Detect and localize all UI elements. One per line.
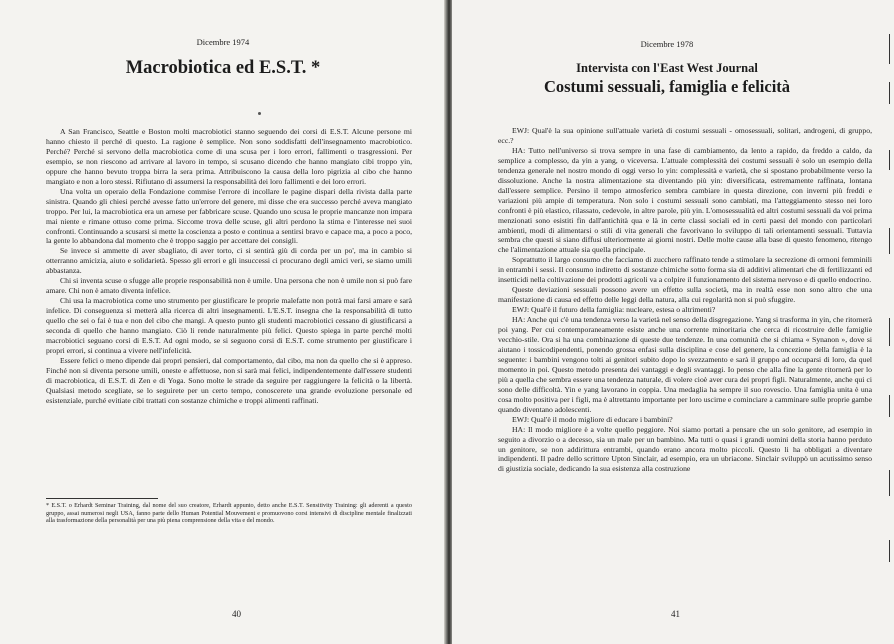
right-paragraph: Queste deviazioni sessuali possono avere un effetto sulla società, ma in realtà esse non sono altro che una manifestazione di causa ed effetto delle leggi della natura, alla cui regolarità non si può sfuggire. bbox=[498, 285, 872, 305]
right-paragraph: EWJ: Qual'è il modo migliore di educare i bambini? bbox=[512, 414, 673, 424]
edge-mark bbox=[889, 395, 890, 417]
edge-mark bbox=[889, 540, 890, 562]
right-page-date: Dicembre 1978 bbox=[640, 39, 694, 49]
right-article-title: Costumi sessuali, famiglia e felicità bbox=[543, 77, 791, 96]
edge-mark bbox=[889, 470, 890, 496]
left-page-speck bbox=[258, 112, 261, 115]
right-paragraph: Soprattutto il largo consumo che facciamo di zucchero raffinato tende a stimolare la secrezione di ormoni femminili in entrambi i sessi. Il consumo indiretto di sostanze chimiche sotto forma sia di additivi alimentari che di fertilizzanti ed insetticidi nella coltivazione dei prodotti agricoli va a colpire il funzionamento del sistema nervoso e di quello endocrino. bbox=[498, 255, 872, 285]
footnote-rule bbox=[46, 498, 158, 499]
left-article-body bbox=[46, 127, 412, 406]
left-paragraph: Una volta un operaio della Fondazione commise l'errore di incollare le pagine dispari della rivista dalla parte sinistra. Quando gli chiesi perché avesse fatto un'errore del genere, mi disse che era successo perché aveva mangiato troppo. Per lui, la macrobiotica era un arnese per fabbricare scuse. Quando uno scusa le proprie mancanze non impara mai niente e rimane ottuso come prima. Siccome trova delle scuse, gli altri perdono la stima e l'interesse nei suoi confronti. Continuando a scusarsi si mette la coscienza a posto e continua a sentirsi bravo e capace ma, a poco a poco, la gente lo abbandona dal momento che è troppo saggio per accettare dei consigli. bbox=[46, 186, 412, 246]
right-paragraph: HA: Tutto nell'universo si trova sempre in una fase di cambiamento, da lento a rapido, da freddo a caldo, da semplice a complesso, da yin a yang, o viceversa. L'attuale complessità dei costumi sessuali è solo un esempio della tendenza generale nel nostro mondo di oggi verso lo yin: complessità e varietà, che si spostano probabilmente verso la dissoluzione. Anche la nostra alimentazione sta diventando più yin: diversificata, estremamente raffinata, lontana dall'essere semplice. Persino il tempo atmosferico sembra cambiare in questa direzione, con inverni più freddi e variazioni più ampie di temperatura. Non solo i costumi sessuali sono cambiati, ma l'atteggiamento stesso nei loro confronti è più elastico, rilassato, cedevole, in altre parole, più yin. L'omosessualità ed altri costumi sessuali da voi prima menzionati sono esistiti fin dall'antichità qua e là in certe classi sociali ed in certi paesi del mondo con particolari ambienti, modi di alimentarsi o stili di vita generali che favorivano lo sviluppo di tali orientamenti sessuali. Tuttavia sembra che questi si siano diffusi ulteriormente ai giorni nostri. Delle molte cause alla base di questo fenomeno, ritengo che l'alimentazione attuale sia quella principale. bbox=[498, 145, 872, 255]
left-paragraph: Essere felici o meno dipende dai propri pensieri, dal comportamento, dal cibo, ma non da quello che si è appreso. Finché non si diventa persone umili, oneste e affettuose, non si sarà mai felici, indipendentemente dall'essere studenti di macrobiotica, di E.S.T. di Zen e di Yoga. Sono molte le strade da seguire per raggiungere la felicità o la libertà. Qualsiasi metodo scegliate, se lo seguirete per un certo tempo, conoscerete una grande evoluzione personale ed esistenziale, purché evitiate cibi trattati con sostanze chimiche e troppi alimenti raffinati. bbox=[46, 355, 412, 405]
edge-mark bbox=[889, 228, 890, 254]
left-page-date: Dicembre 1974 bbox=[196, 37, 250, 47]
right-article-body bbox=[498, 126, 872, 474]
right-paragraph: EWJ: Qual'è la sua opinione sull'attuale varietà di costumi sessuali - omosessuali, solitari, androgeni, di gruppo, ecc.? bbox=[498, 126, 872, 145]
right-paragraph: HA: Il modo migliore è a volte quello peggiore. Noi siamo portati a pensare che un solo genitore, ad esempio in seguito a divorzio o a decesso, sia un male per un bambino. Ma tutti o quasi i grandi uomini della storia hanno perduto un genitore, se non addirittura entrambi, quando erano ancora molto piccoli. Questo li ha obbligati a diventare indipendenti. Il padre dello scrittore Upton Sinclair, ad esempio, era un ubriacone. Sinclair sviluppò un acutissimo senso di giustizia sociale, dedicando la sua esistenza alla costruzione bbox=[498, 424, 872, 474]
right-paragraph: HA: Anche qui c'è una tendenza verso la varietà nel senso della disgregazione. Yang si trasforma in yin, che ritornerà poi yang. Per cui contemporaneamente esiste anche una corrente minoritaria che cerca di ricostruire delle famiglie vecchio-stile. Ora si ha una combinazione di queste due tendenze. In una comunità che si chiama « Synanon », dove si aiutano i tossicodipendenti, ponendo grossa enfasi sulla disciplina e cose del genere, la concezione della famiglia è la seguente: i bambini vengono tolti ai genitori subito dopo lo svezzamento e sarà il gruppo ad occuparsi di loro, da quel momento in poi. Questo metodo presenta dei vantaggi e degli svantaggi. Io penso che alla fine la gente ritornerà per lo più a quella che sembra essere una tendenza naturale, di volere cioè aver cura dei propri figli. Naturalmente, anche qui ci sono delle difficoltà. Yin e yang lavorano in coppia. Una medaglia ha sempre il suo rovescio. Una famiglia unita è una cosa molto positiva per i figli, ma è altrettanto importante per loro uscirne e cominciare a camminare sulle proprie gambe quando diventano adolescenti. bbox=[498, 315, 873, 414]
left-paragraph: A San Francisco, Seattle e Boston molti macrobiotici stanno seguendo dei corsi di E.S.T. Alcune persone mi hanno chiesto il perché di questo. La ragione è semplice. Non sono soddisfatti dell'insegnamento macrobiotico. Perché? Perché si servono della macrobiotica come di una scusa per i loro errori, fallimenti o trasgressioni. Per esempio, se non riescono ad arrivare al lavoro in tempo, si scusano dicendo che hanno mangiato cibi troppo yin, oppure che hanno bevuto troppa birra la sera prima. Attribuiscono la causa della loro pigrizia al cibo che hanno mangiato e non a loro stessi. Rifiutano di assumersi la responsabilità dei loro fallimenti e dei loro errori. bbox=[46, 127, 412, 186]
right-paragraph: EWJ: Qual'è il futuro della famiglia: nucleare, estesa o altrimenti? bbox=[512, 305, 716, 315]
left-paragraph: Chi usa la macrobiotica come uno strumento per giustificare le proprie malefatte non potrà mai farsi amare e sarà infelice. Di conseguenza si metterà alla ricerca di altri insegnamenti. L'E.S.T. insegna che la responsabilità di tutto quello che sei o fai è tua e non del cibo che mangi. A questo punto gli studenti macrobiotici cessano di giustificarsi a seconda di quello che hanno mangiato. Ciò li rende naturalmente più felici. Questo spiega in parte perché molti macrobiotici seguano corsi di E.S.T. Ad ogni modo, se si seguono corsi di E.S.T. come strumento per giustificare i propri errori, si continua a vivere nell'infelicità. bbox=[46, 296, 412, 355]
edge-mark bbox=[889, 318, 890, 346]
edge-mark bbox=[889, 82, 890, 104]
right-article-subtitle: Intervista con l'East West Journal bbox=[576, 61, 758, 75]
left-paragraph: Chi si inventa scuse o sfugge alle proprie responsabilità non è umile. Una persona che non è umile non si può fare amare. Chi non è amato diventa infelice. bbox=[46, 276, 412, 296]
left-page bbox=[0, 0, 446, 644]
left-article-title: Macrobiotica ed E.S.T. * bbox=[125, 58, 321, 78]
left-page-number: 40 bbox=[232, 609, 241, 619]
right-page bbox=[452, 0, 894, 644]
page-edge-marks bbox=[880, 0, 894, 644]
left-footnote: * E.S.T. o Erhardt Seminar Training, dal nome del suo creatore, Erhardt appunto, detto anche E.S.T. Sensitivity Training: gli aderenti a questo gruppo, assai numerosi negli USA, fanno parte dello Human Potential Mouvement e promuovono corsi intensivi di discipline mentale finalizzati alla trasformazione della personalità per una più piena comprensione della vita e del mondo. bbox=[46, 502, 412, 525]
edge-mark bbox=[889, 150, 890, 170]
right-page-number: 41 bbox=[671, 609, 680, 619]
edge-mark bbox=[889, 34, 890, 64]
left-paragraph: Se invece si ammette di aver sbagliato, di aver torto, ci si sentirà giù di corda per un po', ma in cambio si otterranno amicizia, aiuto e solidarietà. Spesso gli errori e gli insuccessi ci procurano degli amici veri, se siamo umili abbastanza. bbox=[46, 246, 412, 276]
